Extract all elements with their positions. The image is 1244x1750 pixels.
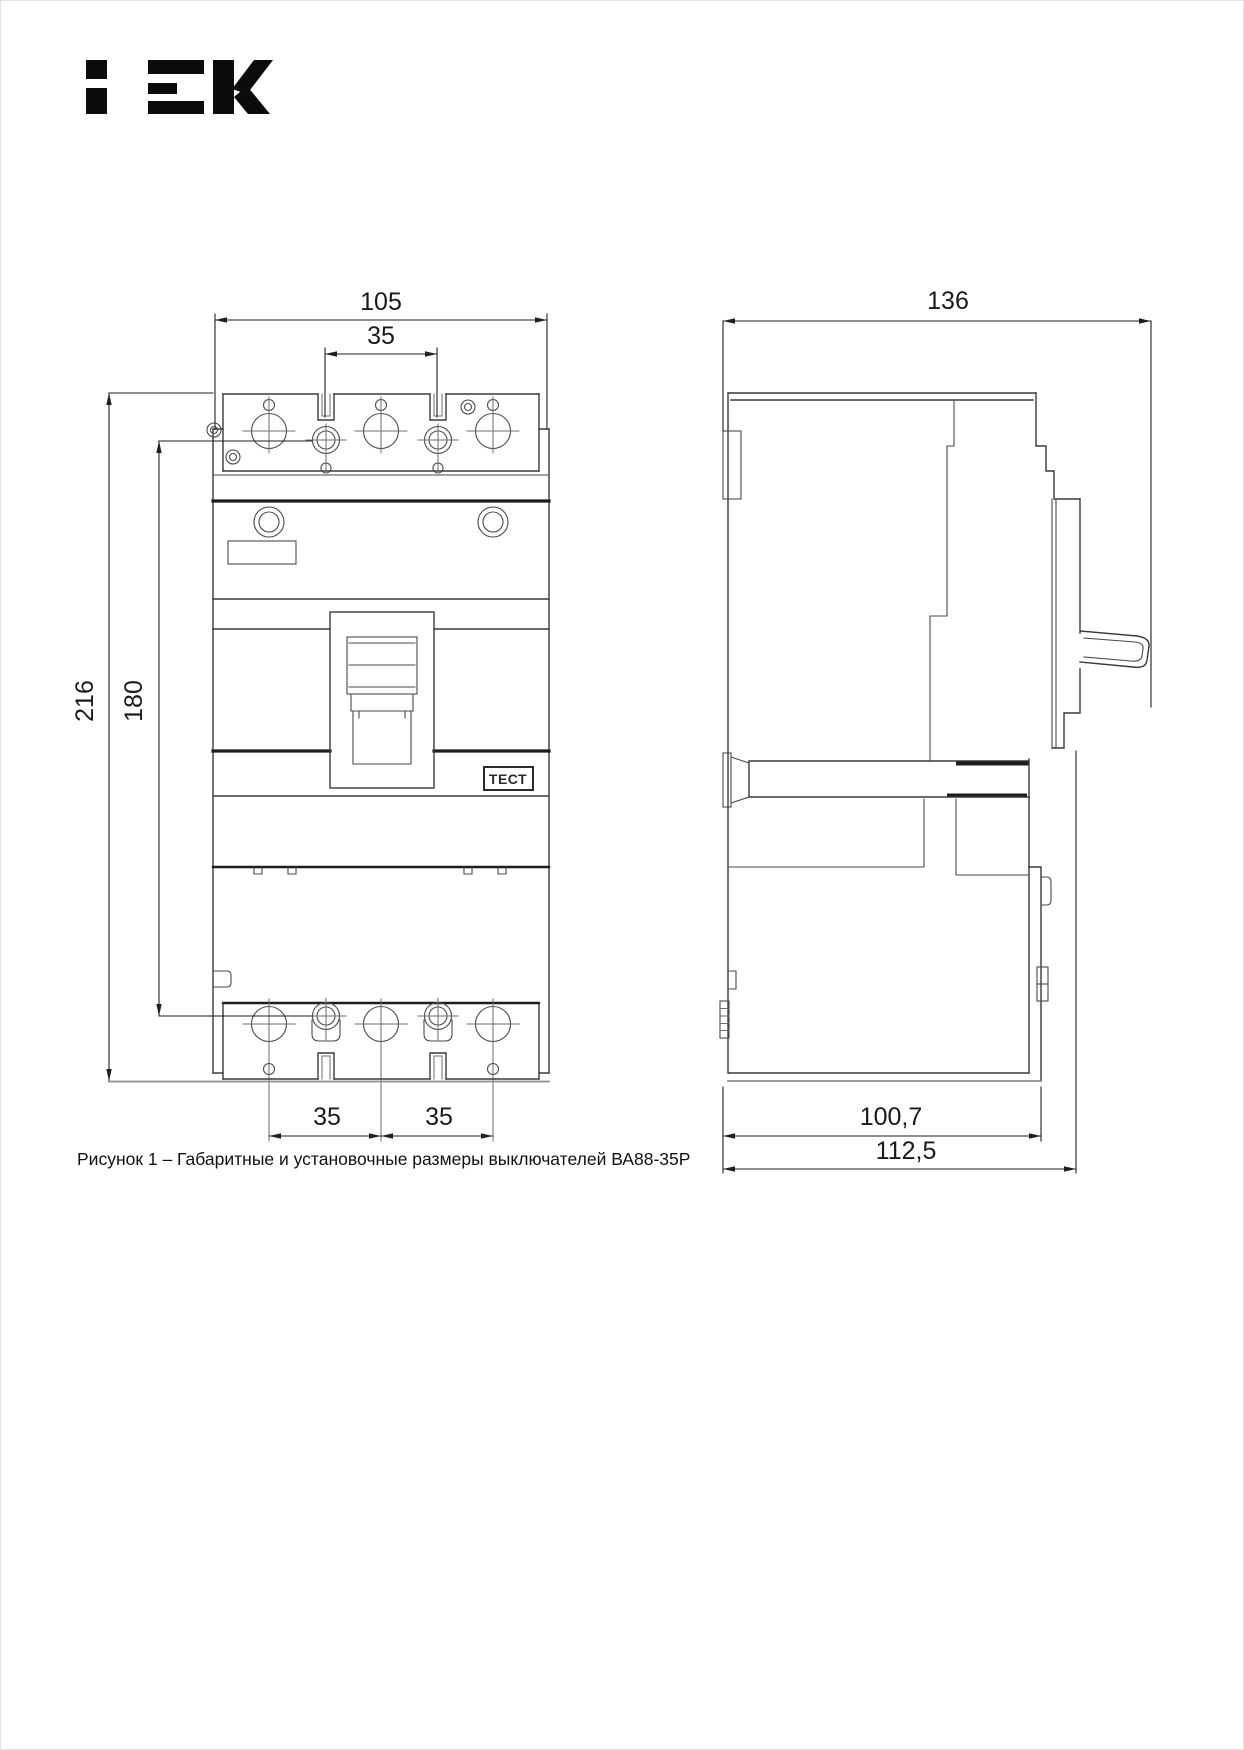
dim-label-112-5: 112,5 xyxy=(875,1137,937,1165)
side-view-handle xyxy=(1080,631,1149,667)
figure-caption: Рисунок 1 – Габаритные и установочные размеры выключателей ВА88-35Р xyxy=(77,1149,691,1169)
side-view xyxy=(720,287,1151,1173)
dim-label-35-top: 35 xyxy=(367,322,395,350)
dim-label-100-7: 100,7 xyxy=(859,1103,923,1131)
dim-label-105: 105 xyxy=(360,288,402,316)
test-button-label: ТЕСТ xyxy=(488,771,528,787)
front-view-terminals-top xyxy=(207,397,519,473)
front-view-outline xyxy=(213,394,549,1073)
front-view-terminals-bottom xyxy=(223,998,539,1141)
dimension-height-216 xyxy=(71,393,213,1081)
dim-label-216: 216 xyxy=(71,680,99,722)
front-view xyxy=(71,288,549,1141)
dimension-depth-136 xyxy=(723,287,1151,707)
technical-drawing xyxy=(1,1,1244,1301)
side-view-lower-body xyxy=(720,759,1051,1081)
iek-logo xyxy=(86,60,273,114)
dim-label-136: 136 xyxy=(927,287,969,315)
dim-label-35-bottom-left: 35 xyxy=(313,1103,341,1131)
side-view-mounting-rail xyxy=(723,753,1029,807)
dim-label-180: 180 xyxy=(120,680,148,722)
front-view-face xyxy=(213,501,549,987)
dim-label-35-bottom-right: 35 xyxy=(425,1103,453,1131)
side-view-outline xyxy=(723,393,1080,1073)
test-button xyxy=(484,767,533,790)
front-view-toggle-handle xyxy=(330,612,434,788)
